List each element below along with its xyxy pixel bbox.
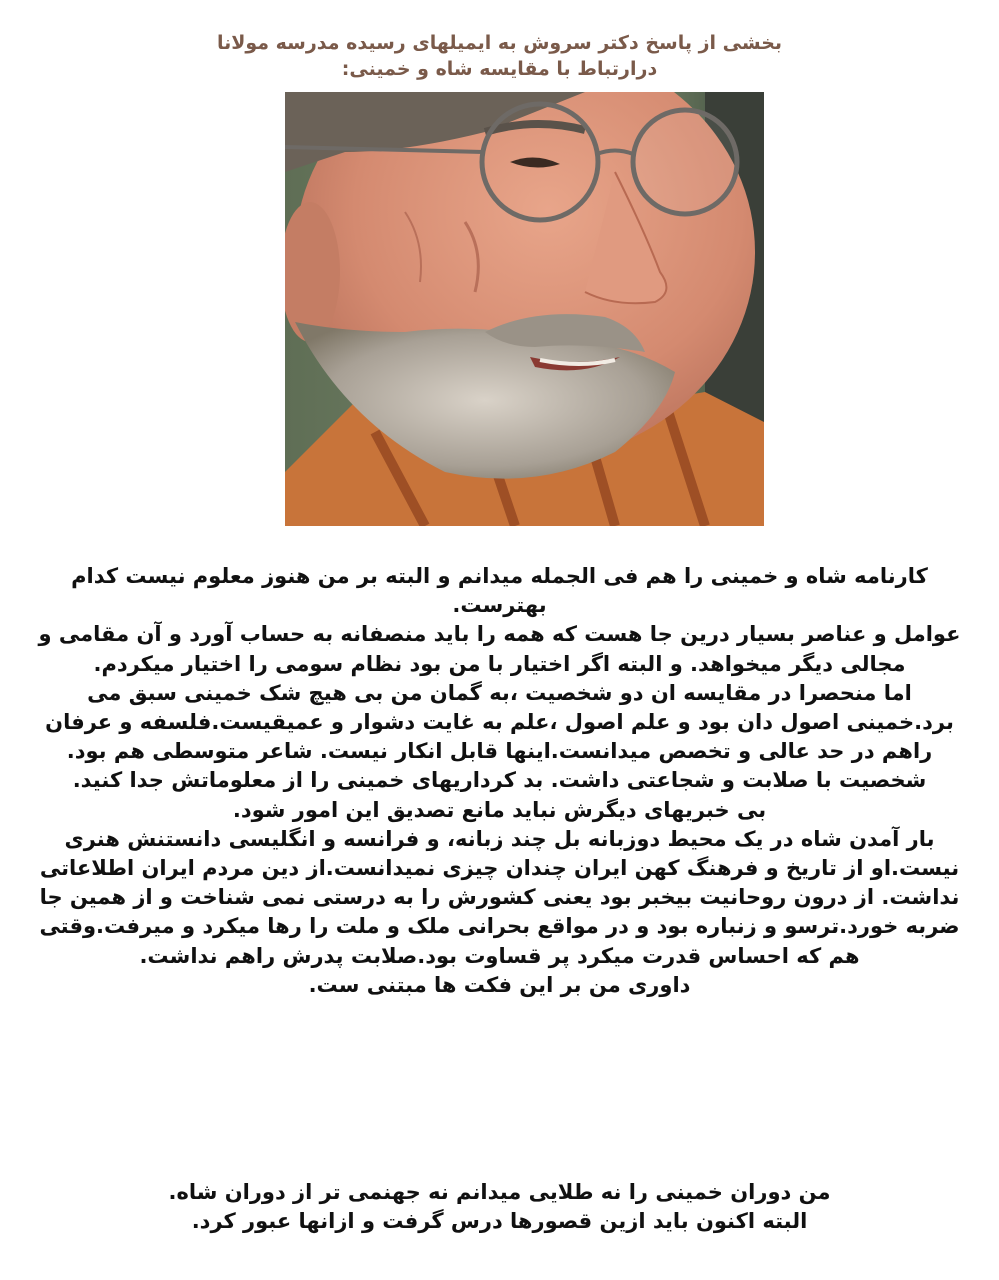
body-paragraph-5: بار آمدن شاه در یک محیط دوزبانه بل چند زبانه، و فرانسه و انگلیسی دانستنش هنری نیست.او از تاریخ و فرهنگ کهن ایران چندان چیزی نمیدانست.از دین مردم ایران اطلاعاتی نداشت. از درون روحانیت بیخبر بود یعنی کشورش را به درستی نمی شناخت و از همین جا ضربه خورد.ترسو و زنباره بود و در مواقع بحرانی ملک و ملت را رها میکرد و میرفت.وقتی هم که احساس قدرت میکرد پر قساوت بود.صلابت پدرش راهم نداشت. xyxy=(39,826,960,968)
body-paragraph-4: بی خبریهای دیگرش نباید مانع تصدیق این امور شود. xyxy=(232,797,767,822)
document-header xyxy=(0,30,999,82)
closing-line-1: من دوران خمینی را نه طلایی میدانم نه جهنمی تر از دوران شاه. xyxy=(168,1180,831,1204)
article-body xyxy=(30,562,969,1000)
closing-section xyxy=(30,1178,969,1236)
body-paragraph-3: اما منحصرا در مقایسه ان دو شخصیت ،به گمان من بی هیچ شک خمینی سبق می برد.خمینی اصول دان بود و علم اصول ،علم به غایت دشوار و عمیقیست.فلسفه و عرفان راهم در حد عالی و تخصص میدانست.اینها قابل انکار نیست. شاعر متوسطی هم بود. شخصیت با صلابت و شجاعتی داشت. بد کرداریهای خمینی را از معلوماتش جدا کنید. xyxy=(45,680,954,793)
header-title-line-1: بخشی از پاسخ دکتر سروش به ایمیلهای رسیده مدرسه مولانا xyxy=(216,32,783,54)
closing-line-2: البته اکنون باید ازین قصورها درس گرفت و ازانها عبور کرد. xyxy=(191,1209,808,1233)
header-title-line-2: درارتباط با مقایسه شاه و خمینی: xyxy=(341,58,658,80)
portrait-photo xyxy=(285,92,764,526)
body-paragraph-6: داوری من بر این فکت ها مبتنی ست. xyxy=(308,972,691,997)
body-paragraph-1: کارنامه شاه و خمینی را هم فی الجمله میدانم و البته بر من هنوز معلوم نیست کدام بهترست. xyxy=(71,564,928,618)
body-paragraph-2: عوامل و عناصر بسیار درین جا هست که همه را باید منصفانه به حساب آورد و آن مقامی و مجالی دیگر میخواهد. و البته اگر اختیار با من بود نظام سومی را اختیار میکردم. xyxy=(38,622,961,676)
